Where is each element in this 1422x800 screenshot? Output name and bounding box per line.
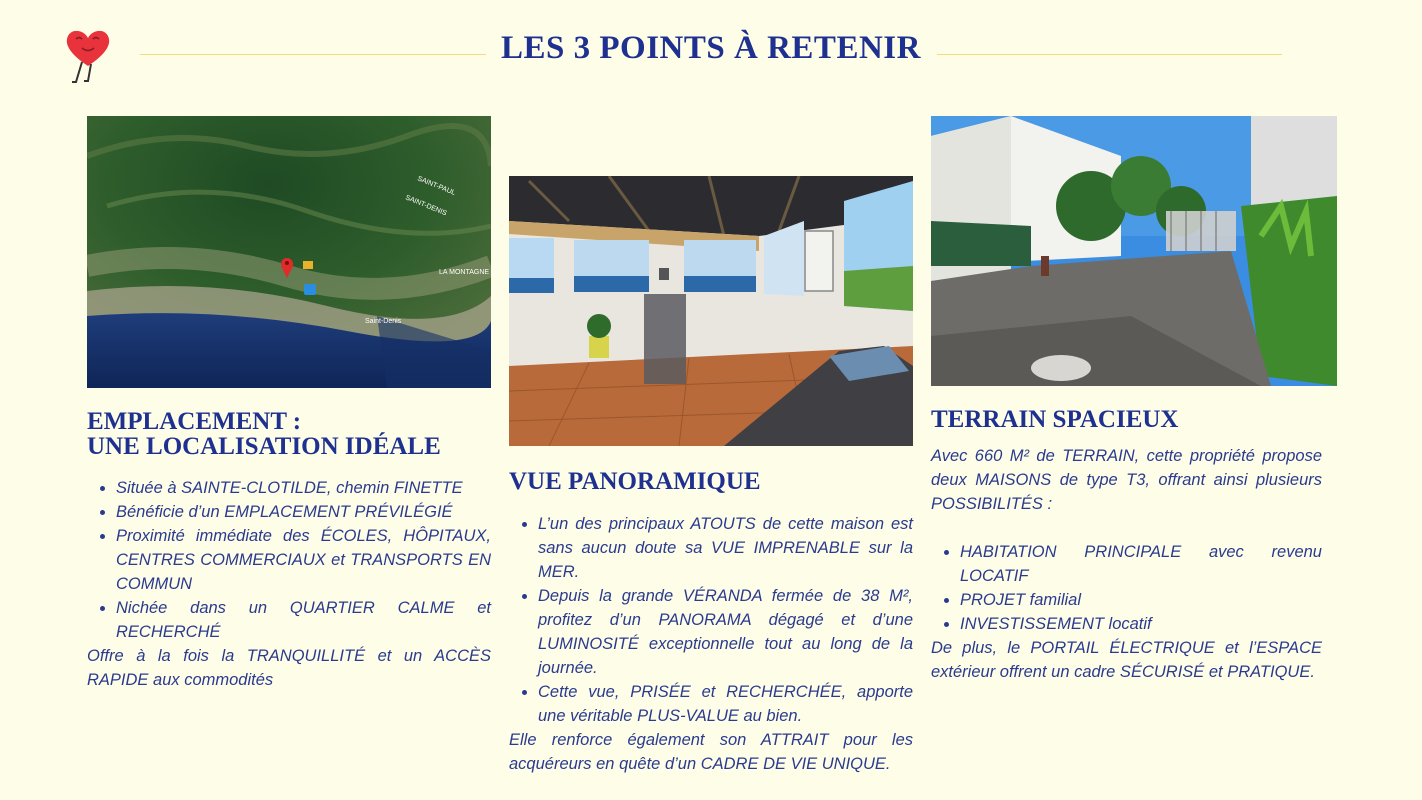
list-item: • INVESTISSEMENT locatif [960,612,1322,636]
list-item: • Proximité immédiate des ÉCOLES, HÔPITAUX, CENTRES COMMERCIAUX et TRANSPORTS EN COMMUN [116,524,491,596]
location-title-line1: EMPLACEMENT : [87,408,302,435]
veranda-photo [509,176,913,446]
panorama-footer-text: Elle renforce également son ATTRAIT pour les acquéreurs en quête d’un CADRE DE VIE UNIQUE. [509,731,913,773]
list-item: • Depuis la grande VÉRANDA fermée de 38 M², profitez d’un PANORAMA dégagé et d’une LUMINOSITÉ exceptionnelle tout au long de la journée. [538,584,913,680]
terrain-title: TERRAIN SPACIEUX [931,406,1179,433]
terrain-bullet-list [931,540,1322,636]
terrain-footer-text: De plus, le PORTAIL ÉLECTRIQUE et l’ESPACE extérieur offrent un cadre SÉCURISÉ et PRATIQUE. [931,639,1322,681]
list-item: • Cette vue, PRISÉE et RECHERCHÉE, apporte une véritable PLUS-VALUE au bien. [538,680,913,728]
aerial-map-image [87,116,491,388]
terrain-intro-text: Avec 660 M² de TERRAIN, cette propriété propose deux MAISONS de type T3, offrant ainsi plusieurs POSSIBILITÉS : [931,447,1322,513]
location-title [87,409,491,459]
column-panorama [509,176,913,776]
svg-text:LA MONTAGNE: LA MONTAGNE [439,269,490,276]
panorama-title: VUE PANORAMIQUE [509,468,761,495]
list-item: • PROJET familial [960,588,1322,612]
svg-text:Saint-Denis: Saint-Denis [365,318,402,325]
list-item: • Nichée dans un QUARTIER CALME et RECHERCHÉ [116,596,491,644]
list-item: • Située à SAINTE-CLOTILDE, chemin FINETTE [116,476,491,500]
column-terrain [931,116,1337,684]
list-item: • Bénéficie d’un EMPLACEMENT PRÉVILÉGIÉ [116,500,491,524]
page-title: LES 3 POINTS À RETENIR [501,30,921,66]
list-item: • HABITATION PRINCIPALE avec revenu LOCATIF [960,540,1322,588]
svg-text:SAINT-DENIS: SAINT-DENIS [404,194,448,218]
location-title-line2: UNE LOCALISATION IDÉALE [87,433,441,460]
list-item: • L’un des principaux ATOUTS de cette maison est sans aucun doute sa VUE IMPRENABLE sur la MER. [538,512,913,584]
location-bullet-list [87,476,491,644]
panorama-bullet-list [509,512,913,728]
location-footer-text: Offre à la fois la TRANQUILLITÉ et un ACCÈS RAPIDE aux commodités [87,647,491,689]
svg-text:SAINT-PAUL: SAINT-PAUL [416,175,457,197]
driveway-photo [931,116,1337,386]
column-location [87,116,491,692]
